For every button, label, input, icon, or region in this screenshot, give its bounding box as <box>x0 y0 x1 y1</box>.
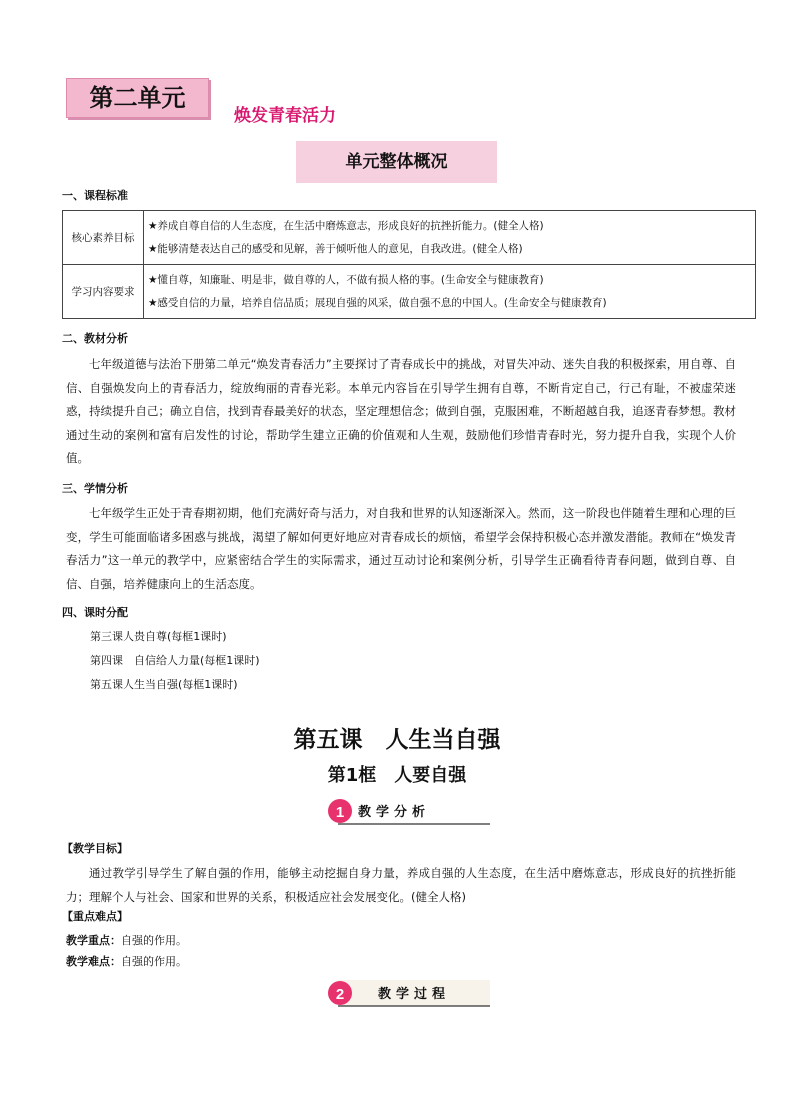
section3-heading: 三、学情分析 <box>62 482 128 495</box>
overview-banner: 单元整体概况 <box>296 141 497 183</box>
row-content <box>144 211 756 265</box>
textbook-analysis-paragraph: 七年级道德与法治下册第二单元“焕发青春活力”主要探讨了青春成长中的挑战，对冒失冲动、迷失自我的积极探索，用自尊、自信、自强焕发向上的青春活力，绽放绚丽的青春光彩。本单元内容旨在引导学生拥有自尊，不断肯定自己，行己有耻，不被虚荣迷惑，持续提升自己；确立自信，找到青春最美好的状态，坚定理想信念；做到自强，克服困难，不断超越自我，追逐青春梦想。教材通过生动的案例和富有启发性的讨论，帮助学生建立正确的价值观和人生观，鼓励他们珍惜青春时光，努力提升自我，实现个人价值。 <box>66 357 736 465</box>
row-label: 学习内容要求 <box>63 265 144 319</box>
lesson-allocation-item: 第四课 自信给人力量(每框1课时) <box>90 654 260 667</box>
badge-label: 教学过程 <box>378 987 451 1002</box>
difficulty-text: 自强的作用。 <box>121 955 187 968</box>
lesson-title: 第五课 人生当自强 <box>293 727 501 753</box>
goal-paragraph: 通过教学引导学生了解自强的作用，能够主动挖掘自身力量，养成自强的人生态度，在生活中磨炼意志，形成良好的抗挫折能力；理解个人与社会、国家和世界的关系，积极适应社会发展变化。(健全人格) <box>66 866 736 904</box>
key-point-text: 自强的作用。 <box>121 934 187 947</box>
row-label: 核心素养目标 <box>63 211 144 265</box>
difficulty-label: 教学难点： <box>66 955 121 968</box>
key-difficulty-heading: 【重点难点】 <box>62 910 128 923</box>
key-point-label: 教学重点： <box>66 934 121 947</box>
curriculum-standards-table <box>62 210 756 319</box>
goal-heading: 【教学目标】 <box>62 842 128 855</box>
section2-heading: 二、教材分析 <box>62 332 128 345</box>
section4-heading: 四、课时分配 <box>62 606 128 619</box>
badge-number: 1 <box>335 804 345 821</box>
row-line: ★养成自尊自信的人生态度，在生活中磨炼意志，形成良好的抗挫折能力。(健全人格) <box>148 219 544 232</box>
lesson-allocation-item: 第三课人贵自尊(每框1课时) <box>90 630 227 643</box>
difficulty-line <box>66 953 187 969</box>
row-content <box>144 265 756 319</box>
lesson-subtitle: 第1框 人要自强 <box>327 765 467 786</box>
lesson-allocation-item: 第五课人生当自强(每框1课时) <box>90 678 238 691</box>
badge-label: 教学分析 <box>358 805 431 820</box>
table-row <box>63 211 756 265</box>
row-line: ★能够清楚表达自己的感受和见解，善于倾听他人的意见，自我改进。(健全人格) <box>148 242 523 255</box>
unit-title: 焕发青春活力 <box>234 106 336 126</box>
row-line: ★懂自尊，知廉耻、明是非，做自尊的人，不做有损人格的事。(生命安全与健康教育) <box>148 273 544 286</box>
row-line: ★感受自信的力量，培养自信品质；展现自强的风采，做自强不息的中国人。(生命安全与健康教育) <box>148 296 607 309</box>
student-analysis-paragraph: 七年级学生正处于青春期初期，他们充满好奇与活力，对自我和世界的认知逐渐深入。然而，这一阶段也伴随着生理和心理的巨变，学生可能面临诸多困惑与挑战，渴望了解如何更好地应对青春成长的烦恼，希望学会保持积极心态并激发潜能。教师在“焕发青春活力”这一单元的教学中，应紧密结合学生的实际需求，通过互动讨论和案例分析，引导学生正确看待青春问题，做到自尊、自信、自强，培养健康向上的生活态度。 <box>66 506 736 591</box>
key-point-line <box>66 932 187 948</box>
section1-heading: 一、课程标准 <box>62 189 128 202</box>
badge-number: 2 <box>335 986 345 1003</box>
unit-tag: 第二单元 <box>66 78 209 118</box>
table-row <box>63 265 756 319</box>
